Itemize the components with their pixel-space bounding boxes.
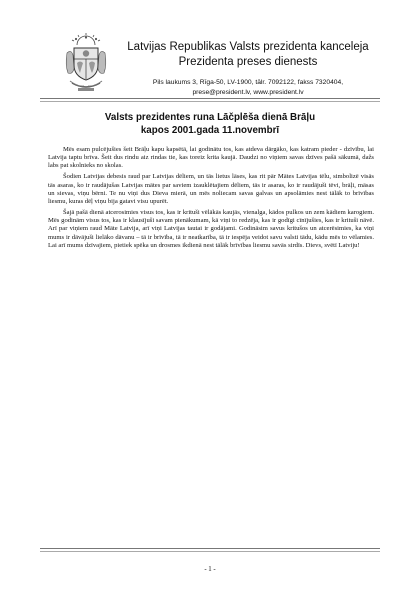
header-divider	[40, 98, 380, 99]
speech-body	[48, 146, 374, 253]
contact-address: Pils laukums 3, Rīga-50, LV-1900, tālr. 7092122, fakss 7320404,	[152, 79, 344, 86]
coat-of-arms-icon	[64, 33, 108, 95]
organization-header	[118, 40, 378, 98]
paragraph: Šajā pašā dienā atcerosimies visus tos, kas ir krituši vēlākās kaujās, vienalga, kādos pulkos un zem kādiem karogiem. Mēs godinām visus tos, kas ir klausījuši savam pienākumam, kā viņi to redzēja, kas ir godīgi cīnījušies, kas ir krituši nāvē. Arī par viņiem raud Māte Latvija, arī viņi Latvijas tautai ir godājami. Godināsim savus kritušos un atcerēsimies, ka viņi mums ir dāvājuši lielāko dāvanu – tā ir brīvība, tā ir neatkarība, tā ir iespēja veidot savu valsti tādu, kādu mēs to vēlamies. Lai arī mums dzīvajiem, pietiek spēka un drosmes ikdienā nest tālāk brīvības liesmu savās sirdīs. Dievs, svētī Latviju!	[48, 209, 374, 249]
organization-name: Latvijas Republikas Valsts prezidenta kanceleja	[127, 41, 369, 53]
paragraph: Šodien Latvijas debesis raud par Latvijas dēliem, un tās lietus lāses, kas rit pār Mātes Latvijas tēlu, simbolizē visās tās asaras, ko ir raudājušas Latvijas mātes par saviem izauklētajiem dēliem, tās ir asaras, ko ir raudājuši tēvi, brāļi, māsas un sievas, viņu bērni. Te nu viņi dus Dieva mierā, un mēs noliecam savas galvas un apsolāmies nest tālāk to brīvības liesmu, kuras dēļ viņu bija gatavi visu upurēt.	[48, 173, 374, 206]
footer-divider	[40, 548, 380, 549]
paragraph: Mēs esam pulcējušies šeit Brāļu kapu kapsētā, lai godinātu tos, kas atdeva dārgāko, kas katram pieder - dzīvību, lai Latvija taptu brīva. Šeit dus rindu aiz rindas tie, kas toreiz krita kaujā. Daudzi no viņiem savas dzīves pašā sākumā, dažs labs pat skolnieks no skolas.	[48, 146, 374, 170]
header-divider-secondary	[40, 101, 380, 102]
page-number: - 1 -	[204, 566, 216, 573]
department-name: Prezidenta preses dienests	[178, 56, 318, 68]
document-title: Valsts prezidentes runa Lāčplēša dienā Brāļu kapos 2001.gada 11.novembrī	[104, 112, 316, 136]
footer-divider-secondary	[40, 551, 380, 552]
contact-web: prese@president.lv, www.president.lv	[192, 89, 304, 96]
